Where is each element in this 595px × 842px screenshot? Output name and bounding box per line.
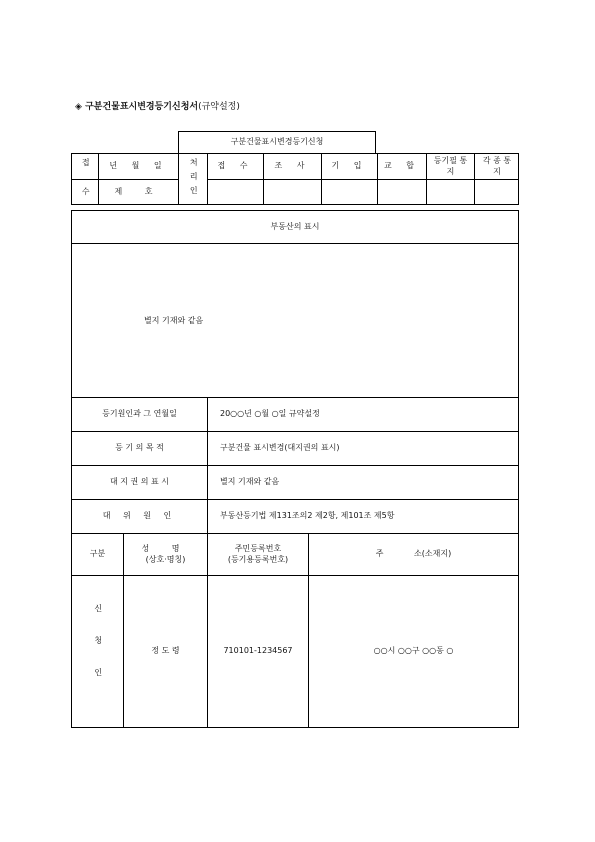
processor-label: 처리인 xyxy=(189,158,199,200)
applicant-label: 신청인 xyxy=(93,603,103,700)
row-land-right-label: 대 지 권 의 표 시 xyxy=(109,477,170,487)
row-purpose-value: 구분건물 표시변경(대지권의 표시) xyxy=(220,443,340,453)
col-entry: 기 입 xyxy=(331,161,368,171)
receipt-label: 접 수 xyxy=(81,157,91,201)
row-subrogation-label: 대 위 원 인 xyxy=(102,511,177,521)
document-title xyxy=(75,99,240,112)
header-category: 구분 xyxy=(89,549,106,559)
applicant-address: ○○시 ○○구 ○○동 ○ xyxy=(373,646,454,656)
receipt-header: 구분건물표시변경등기신청 xyxy=(230,137,324,147)
header-name xyxy=(124,534,207,575)
property-header: 부동산의 표시 xyxy=(270,221,320,231)
date-label: 년 월 일 xyxy=(109,161,168,171)
applicant-name: 정 도 령 xyxy=(151,646,180,656)
property-body: 별지 기재와 같음 xyxy=(144,316,204,325)
receipt-table xyxy=(71,153,519,205)
col-check: 교 합 xyxy=(384,161,420,171)
col-various-notice: 각 종 통 지 xyxy=(482,156,512,176)
receipt-header-box xyxy=(178,131,376,154)
title-main: 구분건물표시변경등기신청서 xyxy=(85,102,199,112)
number-label: 제 호 xyxy=(114,186,163,196)
col-registered-notice: 등기필 통 지 xyxy=(433,156,468,176)
row-cause-label: 등기원인과 그 연월일 xyxy=(102,409,177,419)
diamond-icon: ◈ xyxy=(75,102,82,112)
header-id-sub: (등기용등록번호) xyxy=(227,554,289,564)
main-form-table xyxy=(71,210,519,728)
header-name-main: 성 명 xyxy=(141,544,190,554)
header-name-sub: (상호·명칭) xyxy=(145,554,186,564)
header-id xyxy=(208,534,308,575)
title-sub: (규약설정) xyxy=(198,102,240,112)
header-address: 주 소(소재지) xyxy=(375,549,452,559)
row-purpose-label: 등 기 의 목 적 xyxy=(115,443,164,453)
col-review: 조 사 xyxy=(274,161,311,171)
col-receipt: 접 수 xyxy=(217,161,254,171)
header-id-main: 주민등록번호 xyxy=(234,544,282,554)
row-cause-value: 20○○년 ○월 ○일 규약설정 xyxy=(220,409,320,419)
applicant-id: 710101-1234567 xyxy=(223,646,293,656)
row-subrogation-value: 부동산등기법 제131조의2 제2항, 제101조 제5항 xyxy=(220,511,395,521)
row-land-right-value: 별지 기재와 같음 xyxy=(220,477,280,487)
